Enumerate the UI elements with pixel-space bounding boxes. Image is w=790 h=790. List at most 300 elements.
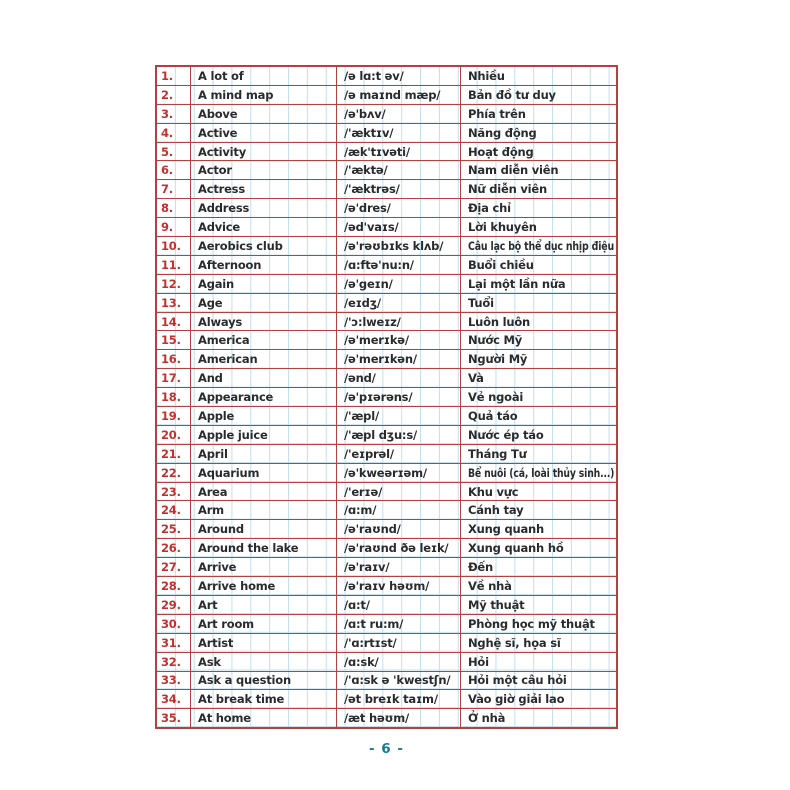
vietnamese-meaning: Hỏi — [468, 654, 489, 669]
row-number: 25. — [161, 522, 181, 537]
english-word: Art room — [198, 616, 254, 631]
english-word: Active — [198, 125, 238, 140]
row-number: 3. — [161, 106, 173, 121]
row-number-cell — [157, 558, 191, 576]
pronunciation: /'erɪə/ — [344, 484, 383, 499]
ipa-cell — [337, 672, 461, 690]
pronunciation: /'æktə/ — [344, 163, 388, 178]
row-number-cell — [157, 596, 191, 614]
english-word: Again — [198, 276, 235, 291]
table-row — [157, 426, 616, 445]
table-row — [157, 161, 616, 180]
row-number: 12. — [161, 276, 181, 291]
row-number: 19. — [161, 408, 181, 423]
row-number: 13. — [161, 295, 181, 310]
ipa-cell — [337, 199, 461, 217]
vietnamese-meaning: Quả táo — [468, 408, 518, 423]
vietnamese-meaning: Về nhà — [468, 578, 512, 593]
table-row — [157, 634, 616, 653]
vietnamese-meaning: Người Mỹ — [468, 352, 528, 367]
english-word: Age — [198, 295, 223, 310]
pronunciation: /ə'raʊnd ðə leɪk/ — [344, 541, 449, 556]
vietnamese-meaning: Lời khuyên — [468, 220, 537, 235]
english-word: Above — [198, 106, 238, 121]
pronunciation: /ɑ:m/ — [344, 503, 377, 518]
table-row — [157, 124, 616, 143]
meaning-cell — [461, 596, 616, 614]
vietnamese-meaning: Xung quanh — [468, 522, 545, 537]
table-row — [157, 520, 616, 539]
english-word: Apple juice — [198, 427, 268, 442]
row-number-cell — [157, 634, 191, 652]
english-word: Arm — [198, 503, 224, 518]
row-number: 32. — [161, 654, 181, 669]
meaning-cell — [461, 558, 616, 576]
table-row — [157, 464, 616, 483]
ipa-cell — [337, 313, 461, 331]
pronunciation: /'æktɪv/ — [344, 125, 394, 140]
row-number: 27. — [161, 560, 181, 575]
meaning-cell — [461, 634, 616, 652]
pronunciation: /ə'kweərɪəm/ — [344, 465, 427, 480]
word-cell — [191, 67, 337, 85]
meaning-cell — [461, 313, 616, 331]
row-number: 33. — [161, 673, 181, 688]
english-word: Area — [198, 484, 228, 499]
ipa-cell — [337, 350, 461, 368]
meaning-cell — [461, 218, 616, 236]
word-cell — [191, 615, 337, 633]
word-cell — [191, 520, 337, 538]
table-row — [157, 653, 616, 672]
ipa-cell — [337, 501, 461, 519]
row-number: 23. — [161, 484, 181, 499]
english-word: Around — [198, 522, 244, 537]
ipa-cell — [337, 464, 461, 482]
english-word: Address — [198, 201, 250, 216]
ipa-cell — [337, 67, 461, 85]
table-row — [157, 388, 616, 407]
pronunciation: /ə'dres/ — [344, 201, 391, 216]
english-word: Art — [198, 597, 218, 612]
row-number: 6. — [161, 163, 173, 178]
table-row — [157, 331, 616, 350]
row-number: 15. — [161, 333, 181, 348]
english-word: Actor — [198, 163, 232, 178]
vietnamese-meaning: Nam diễn viên — [468, 163, 559, 178]
pronunciation: /'æktrəs/ — [344, 182, 400, 197]
ipa-cell — [337, 331, 461, 349]
word-cell — [191, 294, 337, 312]
word-cell — [191, 180, 337, 198]
row-number: 17. — [161, 371, 181, 386]
table-row — [157, 143, 616, 162]
meaning-cell — [461, 256, 616, 274]
row-number: 10. — [161, 238, 181, 253]
vietnamese-meaning: Hỏi một câu hỏi — [468, 673, 567, 688]
row-number-cell — [157, 520, 191, 538]
vietnamese-meaning: Vào giờ giải lao — [468, 692, 565, 707]
row-number-cell — [157, 615, 191, 633]
row-number-cell — [157, 407, 191, 425]
english-word: Appearance — [198, 390, 274, 405]
pronunciation: /ət breɪk taɪm/ — [344, 692, 438, 707]
meaning-cell — [461, 483, 616, 501]
row-number-cell — [157, 388, 191, 406]
row-number: 11. — [161, 257, 181, 272]
pronunciation: /ə maɪnd mæp/ — [344, 87, 441, 102]
pronunciation: /'ɔ:lweɪz/ — [344, 314, 401, 329]
pronunciation: /ə'pɪərəns/ — [344, 390, 413, 405]
word-cell — [191, 539, 337, 557]
row-number-cell — [157, 67, 191, 85]
table-row — [157, 539, 616, 558]
page-number: - 6 - — [369, 741, 404, 757]
vietnamese-meaning: Lại một lần nữa — [468, 276, 566, 291]
pronunciation: /'æpl dʒu:s/ — [344, 427, 417, 442]
row-number-cell — [157, 672, 191, 690]
pronunciation: /æt həʊm/ — [344, 711, 410, 726]
ipa-cell — [337, 634, 461, 652]
ipa-cell — [337, 237, 461, 255]
english-word: Afternoon — [198, 257, 262, 272]
word-cell — [191, 86, 337, 104]
pronunciation: /ɑ:t/ — [344, 597, 370, 612]
english-word: A lot of — [198, 68, 244, 83]
word-cell — [191, 199, 337, 217]
row-number-cell — [157, 426, 191, 444]
table-row — [157, 105, 616, 124]
table-row — [157, 275, 616, 294]
english-word: Artist — [198, 635, 234, 650]
row-number: 30. — [161, 616, 181, 631]
word-cell — [191, 653, 337, 671]
english-word: America — [198, 333, 250, 348]
vietnamese-meaning: Bản đồ tư duy — [468, 87, 556, 102]
row-number: 20. — [161, 427, 181, 442]
ipa-cell — [337, 256, 461, 274]
word-cell — [191, 124, 337, 142]
row-number-cell — [157, 313, 191, 331]
table-row — [157, 615, 616, 634]
english-word: At break time — [198, 692, 285, 707]
pronunciation: /ɑ:ftə'nu:n/ — [344, 257, 414, 272]
vietnamese-meaning: Xung quanh hồ — [468, 541, 564, 556]
ipa-cell — [337, 388, 461, 406]
meaning-cell — [461, 520, 616, 538]
row-number-cell — [157, 237, 191, 255]
word-cell — [191, 143, 337, 161]
ipa-cell — [337, 180, 461, 198]
row-number-cell — [157, 199, 191, 217]
word-cell — [191, 464, 337, 482]
vietnamese-meaning: Ở nhà — [468, 711, 506, 726]
word-cell — [191, 275, 337, 293]
pronunciation: /ə lɑ:t əv/ — [344, 68, 404, 83]
table-row — [157, 672, 616, 691]
english-word: Actress — [198, 182, 245, 197]
meaning-cell — [461, 653, 616, 671]
row-number: 22. — [161, 465, 181, 480]
ipa-cell — [337, 407, 461, 425]
meaning-cell — [461, 237, 616, 255]
vietnamese-meaning: Mỹ thuật — [468, 597, 525, 612]
ipa-cell — [337, 558, 461, 576]
vietnamese-meaning: Nước Mỹ — [468, 333, 523, 348]
vietnamese-meaning: Khu vực — [468, 484, 519, 499]
table-row — [157, 690, 616, 709]
row-number: 35. — [161, 711, 181, 726]
row-number: 18. — [161, 390, 181, 405]
meaning-cell — [461, 143, 616, 161]
word-cell — [191, 558, 337, 576]
meaning-cell — [461, 105, 616, 123]
meaning-cell — [461, 331, 616, 349]
pronunciation: /ənd/ — [344, 371, 376, 386]
meaning-cell — [461, 426, 616, 444]
meaning-cell — [461, 464, 616, 482]
row-number-cell — [157, 539, 191, 557]
word-cell — [191, 105, 337, 123]
ipa-cell — [337, 369, 461, 387]
row-number-cell — [157, 445, 191, 463]
vocab-table — [155, 65, 618, 729]
ipa-cell — [337, 615, 461, 633]
table-row — [157, 596, 616, 615]
word-cell — [191, 426, 337, 444]
pronunciation: /ɑ:sk/ — [344, 654, 379, 669]
table-row — [157, 86, 616, 105]
row-number-cell — [157, 653, 191, 671]
meaning-cell — [461, 180, 616, 198]
row-number: 29. — [161, 597, 181, 612]
table-row — [157, 67, 616, 86]
word-cell — [191, 237, 337, 255]
meaning-cell — [461, 67, 616, 85]
vietnamese-meaning: Nữ diễn viên — [468, 182, 548, 197]
pronunciation: /ə'raɪv həʊm/ — [344, 578, 430, 593]
ipa-cell — [337, 275, 461, 293]
word-cell — [191, 577, 337, 595]
english-word: April — [198, 446, 228, 461]
table-row — [157, 558, 616, 577]
table-row — [157, 313, 616, 332]
pronunciation: /ə'bʌv/ — [344, 106, 386, 121]
word-cell — [191, 161, 337, 179]
row-number-cell — [157, 483, 191, 501]
pronunciation: /əd'vaɪs/ — [344, 220, 399, 235]
row-number-cell — [157, 161, 191, 179]
word-cell — [191, 369, 337, 387]
english-word: Always — [198, 314, 243, 329]
vietnamese-meaning: Nước ép táo — [468, 427, 544, 442]
row-number: 31. — [161, 635, 181, 650]
english-word: Advice — [198, 220, 240, 235]
vietnamese-meaning: Cánh tay — [468, 503, 524, 518]
meaning-cell — [461, 539, 616, 557]
word-cell — [191, 388, 337, 406]
pronunciation: /ə'geɪn/ — [344, 276, 393, 291]
meaning-cell — [461, 161, 616, 179]
word-cell — [191, 218, 337, 236]
pronunciation: /ə'raʊnd/ — [344, 522, 401, 537]
word-cell — [191, 445, 337, 463]
ipa-cell — [337, 577, 461, 595]
ipa-cell — [337, 294, 461, 312]
row-number: 1. — [161, 68, 173, 83]
ipa-cell — [337, 690, 461, 708]
english-word: American — [198, 352, 258, 367]
pronunciation: /ə'rəʊbɪks klʌb/ — [344, 238, 444, 253]
meaning-cell — [461, 275, 616, 293]
row-number: 24. — [161, 503, 181, 518]
english-word: Around the lake — [198, 541, 299, 556]
vietnamese-meaning: Phía trên — [468, 106, 526, 121]
word-cell — [191, 350, 337, 368]
table-row — [157, 483, 616, 502]
meaning-cell — [461, 388, 616, 406]
meaning-cell — [461, 86, 616, 104]
word-cell — [191, 501, 337, 519]
table-row — [157, 180, 616, 199]
pronunciation: /ə'merɪkən/ — [344, 352, 417, 367]
pronunciation: /'ɑ:rtɪst/ — [344, 635, 397, 650]
vietnamese-meaning: Luôn luôn — [468, 314, 531, 329]
english-word: Ask a question — [198, 673, 291, 688]
word-cell — [191, 709, 337, 727]
ipa-cell — [337, 445, 461, 463]
word-cell — [191, 690, 337, 708]
row-number-cell — [157, 331, 191, 349]
row-number: 34. — [161, 692, 181, 707]
meaning-cell — [461, 445, 616, 463]
row-number: 7. — [161, 182, 173, 197]
english-word: A mind map — [198, 87, 274, 102]
row-number-cell — [157, 105, 191, 123]
table-row — [157, 256, 616, 275]
table-row — [157, 218, 616, 237]
ipa-cell — [337, 520, 461, 538]
word-cell — [191, 313, 337, 331]
row-number-cell — [157, 369, 191, 387]
word-cell — [191, 596, 337, 614]
vietnamese-meaning: Địa chỉ — [468, 201, 511, 216]
table-row — [157, 294, 616, 313]
table-row — [157, 237, 616, 256]
word-cell — [191, 483, 337, 501]
table-row — [157, 577, 616, 596]
ipa-cell — [337, 218, 461, 236]
meaning-cell — [461, 709, 616, 727]
row-number: 16. — [161, 352, 181, 367]
ipa-cell — [337, 161, 461, 179]
pronunciation: /ɑ:t ru:m/ — [344, 616, 404, 631]
meaning-cell — [461, 294, 616, 312]
table-row — [157, 709, 616, 727]
word-cell — [191, 672, 337, 690]
row-number-cell — [157, 218, 191, 236]
ipa-cell — [337, 483, 461, 501]
row-number: 9. — [161, 220, 173, 235]
vietnamese-meaning: Vẻ ngoài — [468, 390, 524, 405]
row-number: 4. — [161, 125, 173, 140]
pronunciation: /ə'merɪkə/ — [344, 333, 409, 348]
row-number-cell — [157, 180, 191, 198]
pronunciation: /ə'raɪv/ — [344, 560, 390, 575]
ipa-cell — [337, 596, 461, 614]
ipa-cell — [337, 143, 461, 161]
vietnamese-meaning: Phòng học mỹ thuật — [468, 616, 595, 631]
ipa-cell — [337, 653, 461, 671]
row-number-cell — [157, 709, 191, 727]
ipa-cell — [337, 86, 461, 104]
table-row — [157, 369, 616, 388]
english-word: And — [198, 371, 223, 386]
vietnamese-meaning: Tháng Tư — [468, 446, 527, 461]
row-number: 2. — [161, 87, 173, 102]
row-number-cell — [157, 577, 191, 595]
row-number-cell — [157, 464, 191, 482]
ipa-cell — [337, 124, 461, 142]
row-number-cell — [157, 124, 191, 142]
vietnamese-meaning: Nghệ sĩ, họa sĩ — [468, 635, 561, 650]
row-number-cell — [157, 275, 191, 293]
meaning-cell — [461, 350, 616, 368]
table-row — [157, 501, 616, 520]
pronunciation: /æk'tɪvəti/ — [344, 144, 410, 159]
meaning-cell — [461, 577, 616, 595]
ipa-cell — [337, 105, 461, 123]
row-number-cell — [157, 143, 191, 161]
vietnamese-meaning: Buổi chiều — [468, 257, 534, 272]
vietnamese-meaning: Đến — [468, 560, 494, 575]
table-row — [157, 350, 616, 369]
row-number: 8. — [161, 201, 173, 216]
word-cell — [191, 407, 337, 425]
meaning-cell — [461, 690, 616, 708]
english-word: At home — [198, 711, 251, 726]
row-number-cell — [157, 86, 191, 104]
pronunciation: /'eɪprəl/ — [344, 446, 394, 461]
row-number: 14. — [161, 314, 181, 329]
vietnamese-meaning: Năng động — [468, 125, 537, 140]
meaning-cell — [461, 124, 616, 142]
row-number-cell — [157, 501, 191, 519]
word-cell — [191, 634, 337, 652]
meaning-cell — [461, 407, 616, 425]
row-number: 21. — [161, 446, 181, 461]
pronunciation: /'æpl/ — [344, 408, 379, 423]
ipa-cell — [337, 426, 461, 444]
meaning-cell — [461, 501, 616, 519]
ipa-cell — [337, 709, 461, 727]
table-row — [157, 407, 616, 426]
pronunciation: /'ɑ:sk ə 'kwestʃn/ — [344, 673, 451, 688]
english-word: Ask — [198, 654, 221, 669]
ipa-cell — [337, 539, 461, 557]
meaning-cell — [461, 672, 616, 690]
english-word: Arrive — [198, 560, 237, 575]
vietnamese-meaning: Hoạt động — [468, 144, 534, 159]
vietnamese-meaning: Tuổi — [468, 295, 494, 310]
table-row — [157, 199, 616, 218]
meaning-cell — [461, 615, 616, 633]
word-cell — [191, 331, 337, 349]
meaning-cell — [461, 369, 616, 387]
vietnamese-meaning: Và — [468, 371, 484, 386]
english-word: Arrive home — [198, 578, 276, 593]
row-number: 5. — [161, 144, 173, 159]
